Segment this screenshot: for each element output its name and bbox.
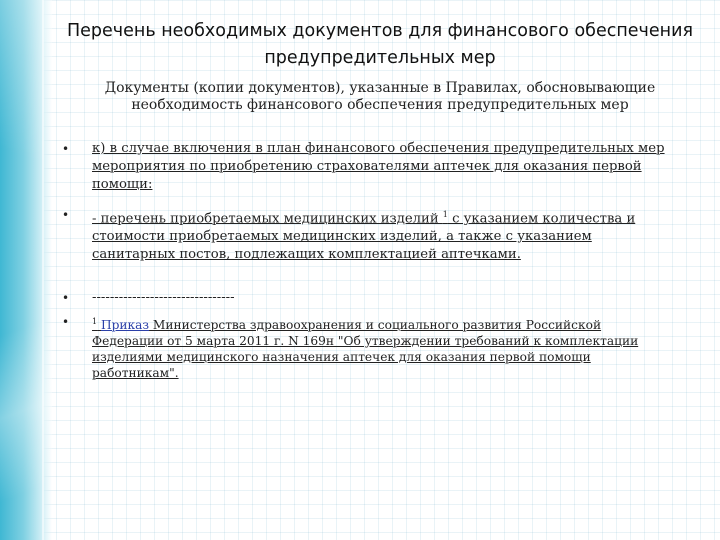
bullet-icon: • bbox=[62, 291, 70, 305]
order-link[interactable]: Приказ bbox=[100, 318, 150, 333]
list-item-text-after: с указанием количества и стоимости приобретаемых медицинских изделий, а также с указанием санитарных постов, подлежащих комплектацией аптечками. bbox=[92, 211, 636, 263]
footnote-text-after: Министерства здравоохранения и социального развития Российской Федерации от 5 марта 2011 г. N 169н "Об утверждении требований к комплектации изделиями медицинского назначения аптечек для оказания первой помощи работникам". bbox=[92, 318, 639, 381]
footnote-separator: -------------------------------- bbox=[92, 290, 235, 305]
list-item-text-before: - перечень приобретаемых медицинских изделий bbox=[92, 211, 443, 227]
bullet-icon: • bbox=[62, 315, 70, 329]
slide-subtitle: Документы (копии документов), указанные в Правилах, обосновывающие необходимость финансового обеспечения предупредительных мер bbox=[104, 80, 656, 113]
footnote-marker: 1 bbox=[442, 210, 448, 219]
slide-title: Перечень необходимых документов для финансового обеспечения предупредительных мер bbox=[66, 21, 693, 68]
footnote-item bbox=[62, 314, 672, 381]
list-item bbox=[62, 140, 672, 194]
decorative-side-band bbox=[0, 0, 52, 540]
bullet-icon: • bbox=[62, 142, 70, 156]
bullet-icon: • bbox=[62, 208, 70, 222]
list-item-text: к) в случае включения в план финансового обеспечения предупредительных мер мероприятия по приобретению страхователями аптечек для оказания первой помощи: bbox=[92, 141, 665, 192]
footnote-marker: 1 bbox=[92, 317, 98, 326]
list-item-text bbox=[92, 206, 672, 264]
list-item bbox=[62, 206, 672, 264]
list-item bbox=[62, 289, 672, 307]
footnote-text bbox=[92, 314, 672, 381]
